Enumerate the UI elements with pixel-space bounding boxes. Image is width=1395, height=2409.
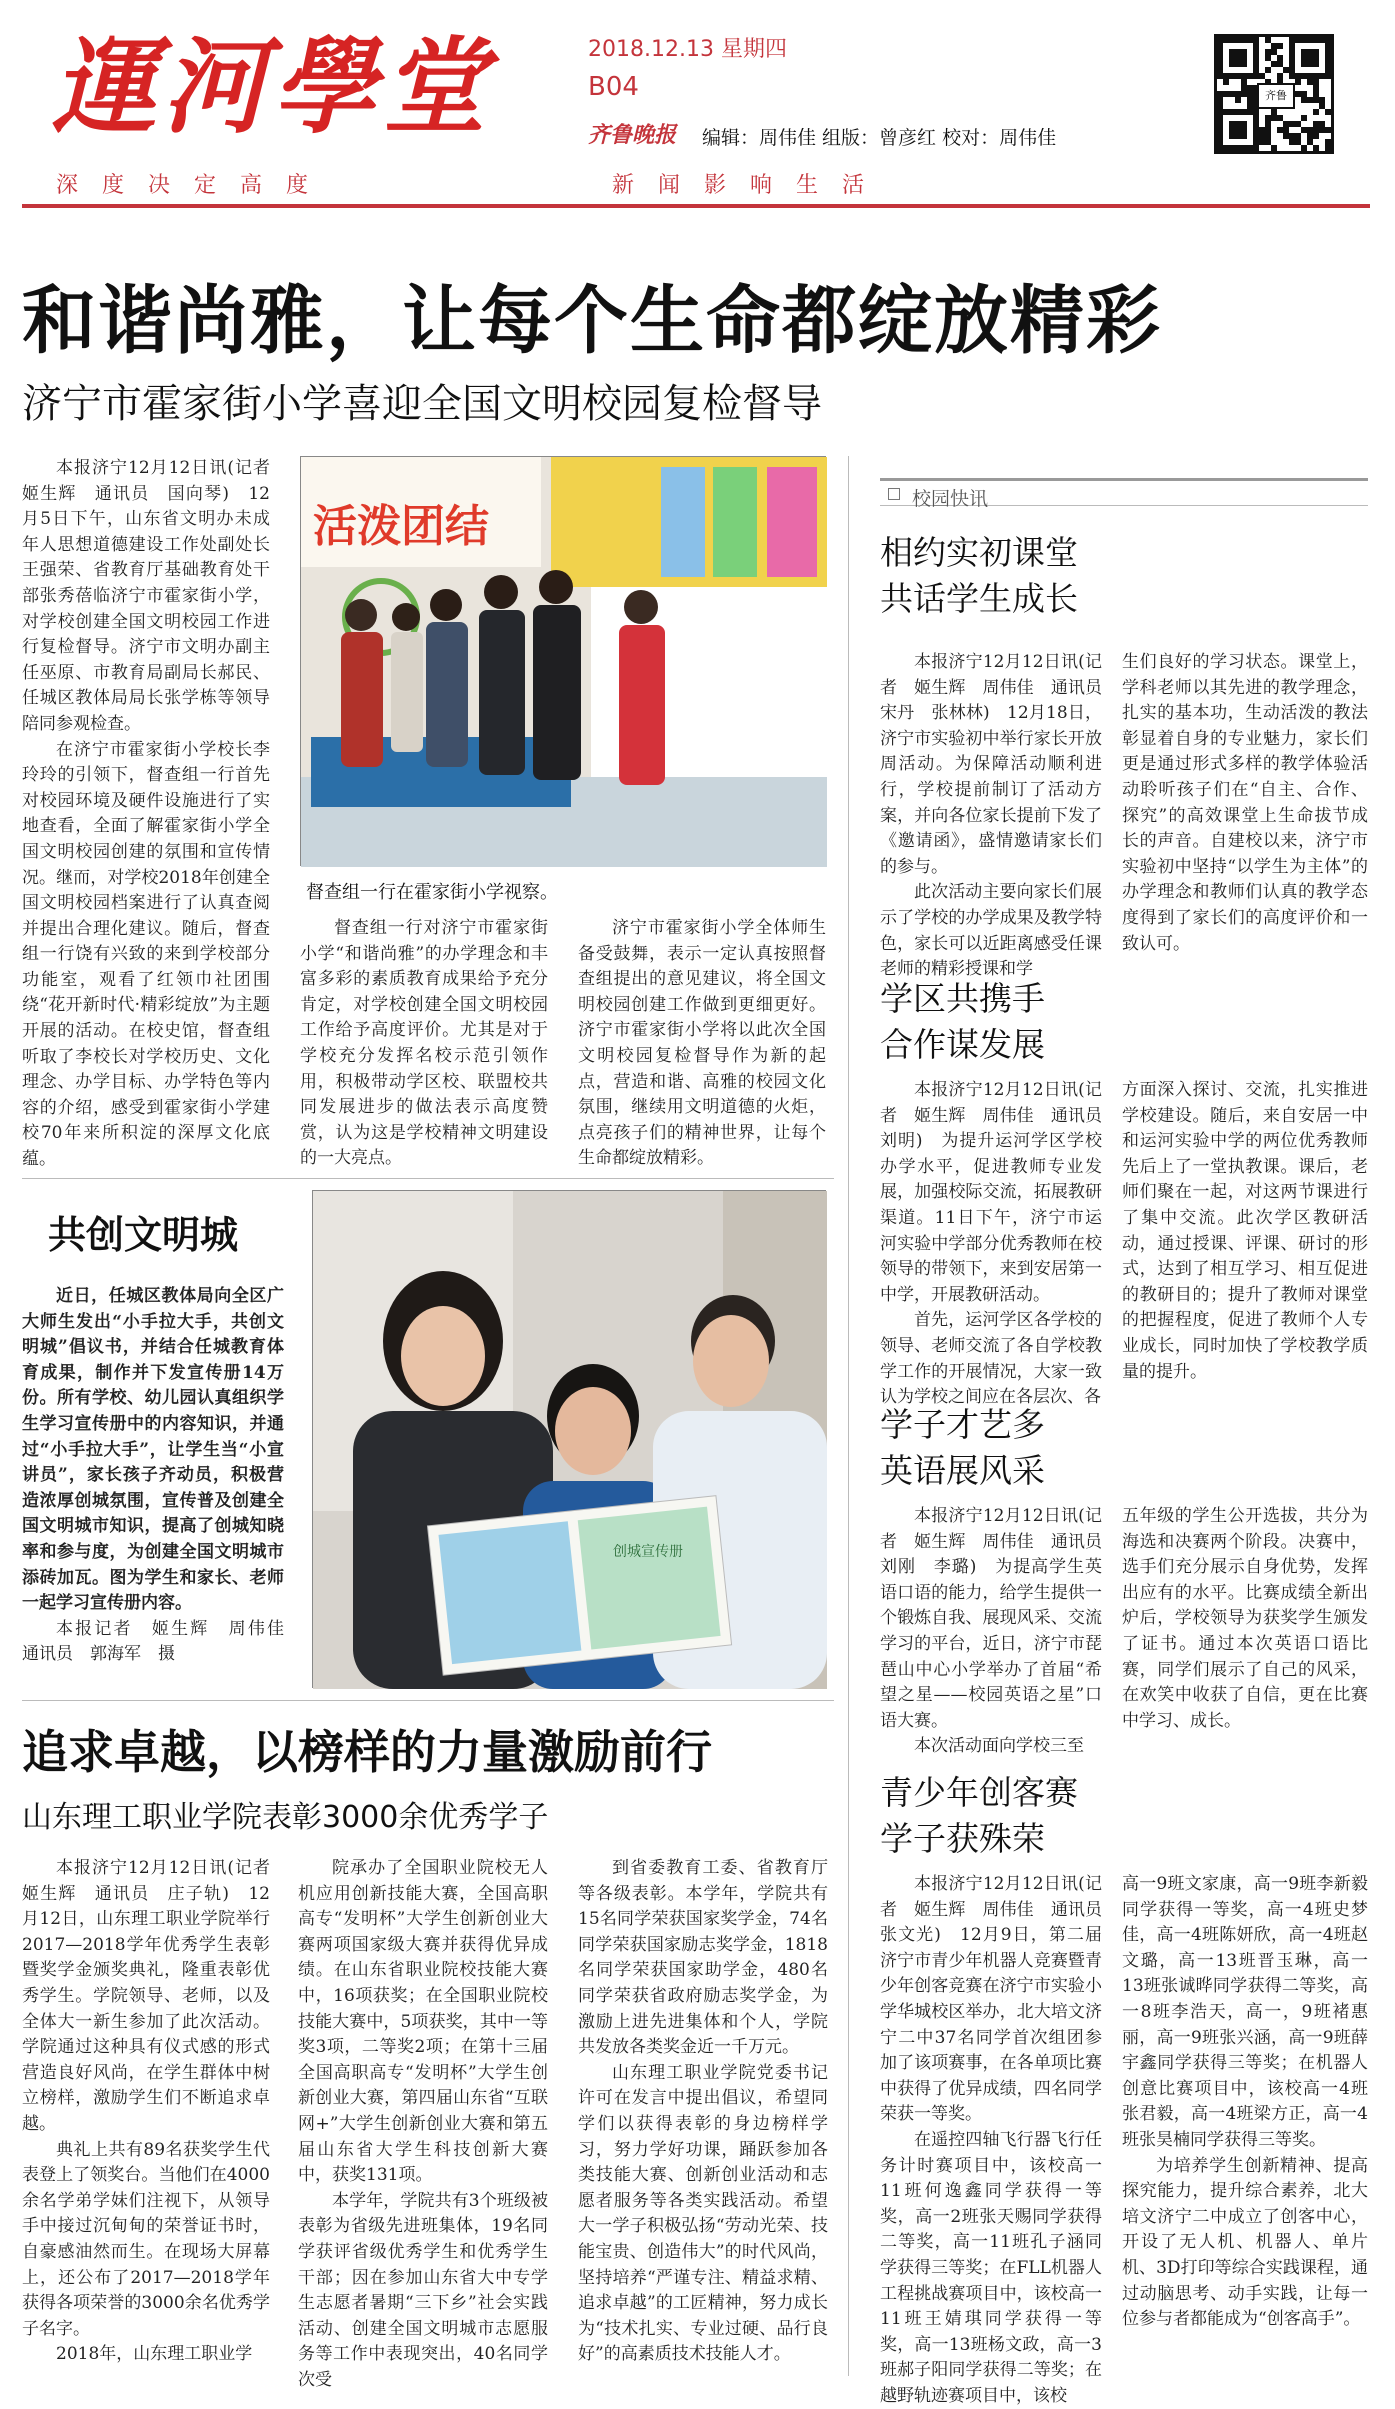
qr-module — [1289, 67, 1295, 73]
qr-module — [1325, 145, 1331, 151]
qr-module — [1241, 145, 1247, 151]
qr-module — [1313, 133, 1319, 139]
headline-line: 学子获殊荣 — [880, 1819, 1045, 1858]
qr-module — [1247, 109, 1253, 115]
newspaper-logo: 齐鲁晚报 — [588, 123, 677, 148]
qr-module — [1217, 91, 1223, 97]
qr-module — [1289, 43, 1295, 49]
qr-module — [1271, 49, 1277, 55]
qr-module — [1295, 133, 1301, 139]
qr-module — [1229, 109, 1235, 115]
qr-module — [1217, 67, 1223, 73]
qr-module — [1235, 109, 1241, 115]
second-paragraph: 本学年，学院共有3个班级被表彰为省级先进班集体，19名同学获评省级优秀学生和优秀学生干部；因在参加山东省大中专学生志愿者暑期“三下乡”社会实践活动、创建全国文明城市志愿服务等工作中表现突出，40名同学次受 — [298, 2190, 548, 2390]
qr-module — [1241, 127, 1247, 133]
qr-module — [1289, 139, 1295, 145]
lead-column-2 — [300, 916, 548, 1176]
qr-module — [1253, 115, 1259, 121]
qr-module — [1235, 61, 1241, 67]
qr-module — [1217, 133, 1223, 139]
qr-module — [1325, 61, 1331, 67]
headline-line: 学区共携手 — [880, 979, 1045, 1018]
qr-module — [1253, 49, 1259, 55]
qr-module — [1289, 61, 1295, 67]
qr-module — [1259, 127, 1265, 133]
page-number: B04 — [588, 72, 639, 102]
family-photo — [312, 1190, 826, 1688]
qr-module — [1271, 43, 1277, 49]
qr-module — [1313, 85, 1319, 91]
editor-credits: 编辑：周伟佳 组版：曾彦红 校对：周伟佳 — [702, 127, 1057, 149]
qr-module — [1307, 61, 1313, 67]
news-2-left — [880, 1078, 1119, 1408]
qr-module — [1259, 139, 1265, 145]
lead-paragraph: 本报济宁12月12日讯(记者 姬生辉 通讯员 国向琴) 12月5日下午，山东省文明办未成年人思想道德建设工作处副处长王强荣、省教育厅基础教育处干部张秀蓓临济宁市霍家街小学，对学校创建全国文明校园工作进行复检督导。济宁市文明办副主任巫原、市教育局副局长郝民、任城区教体局局长张学栋等领导陪同参观检查。 — [22, 458, 287, 734]
qr-module — [1235, 145, 1241, 151]
news-1-left — [880, 650, 1119, 980]
section-tag-label: 校园快讯 — [912, 488, 989, 510]
qr-module — [1259, 133, 1265, 139]
news-paragraph: 此次活动主要向家长们展示了学校的办学成果及教学特色，家长可以近距离感受任课老师的精彩授课和学 — [880, 882, 1102, 980]
masthead-logo: 運河學堂 — [52, 25, 493, 148]
news-4-right — [1122, 1872, 1368, 2376]
news-paragraph: 本报济宁12月12日讯(记者 姬生辉 周伟佳 通讯员 宋丹 张林林) 12月18日，济宁市实验初中举行家长开放周活动。为保障活动顺利进行，学校提前制订了活动方案，并向各位家长提前下发了《邀请函》，盛情邀请家长们的参与。 — [880, 652, 1119, 877]
qr-module — [1313, 109, 1319, 115]
second-paragraph: 山东理工职业学院党委书记许可在发言中提出倡议，希望同学们以获得表彰的身边榜样学习，努力学好功课，踊跃参加各类技能大赛、创新创业活动和志愿者服务等各类实践活动。希望大一学子积极弘扬“劳动光荣、技能宝贵、创造伟大”的时代风尚，坚持培养“严谨专注、精益求精、追求卓越”的工匠精神，努力成长为“技术扎实、专业过硬、品行良好”的高素质技术技能人才。 — [578, 2062, 828, 2365]
second-column-1 — [22, 1856, 287, 2376]
qr-module — [1217, 97, 1223, 103]
second-paragraph: 2018年，山东理工职业学 — [56, 2344, 253, 2365]
qr-module — [1253, 127, 1259, 133]
qr-module — [1277, 73, 1283, 79]
qr-module — [1241, 79, 1247, 85]
news-paragraph: 本报济宁12月12日讯(记者 姬生辉 周伟佳 通讯员 刘明) 为提升运河学区学校办学水平，促进教师专业发展，加强校际交流，拓展教研渠道。11日下午，济宁市运河实验中学部分优秀教师在校领导的带领下，来到安居第一中学，开展教研活动。 — [880, 1080, 1119, 1305]
qr-module — [1307, 139, 1313, 145]
qr-module — [1265, 121, 1271, 127]
qr-module — [1241, 55, 1247, 61]
qr-module — [1301, 97, 1307, 103]
qr-module — [1265, 139, 1271, 145]
qr-module — [1265, 133, 1271, 139]
qr-module — [1295, 79, 1301, 85]
qr-module — [1295, 121, 1301, 127]
qr-module — [1217, 103, 1223, 109]
qr-module — [1313, 79, 1319, 85]
qr-module — [1319, 121, 1325, 127]
qr-module — [1253, 37, 1259, 43]
qr-module — [1241, 109, 1247, 115]
qr-module — [1313, 127, 1319, 133]
qr-module — [1241, 91, 1247, 97]
lead-headline: 和谐尚雅，让每个生命都绽放精彩 — [22, 278, 1162, 364]
qr-module — [1247, 85, 1253, 91]
news-headline-2 — [880, 976, 1045, 1068]
civil-paragraph: 近日，任城区教体局向全区广大师生发出“小手拉大手，共创文明城”倡议书，并结合任城教育体育成果，制作并下发宣传册14万份。所有学校、幼儿园认真组织学生学习宣传册中的内容知识，并通过“小手拉大手”，让学生当“小宣讲员”，家长孩子齐动员，积极营造浓厚创城氛围，宣传普及创建全国文明城市知识，提高了创城知晓率和参与度，为创建全国文明城市添砖加瓦。图为学生和家长、老师一起学习宣传册内容。 — [22, 1286, 284, 1614]
qr-module — [1235, 127, 1241, 133]
qr-module — [1319, 103, 1325, 109]
second-column-2 — [298, 1856, 548, 2390]
qr-module — [1253, 55, 1259, 61]
qr-module — [1325, 55, 1331, 61]
second-paragraph: 到省委教育工委、省教育厅等各级表彰。本学年，学院共有15名同学荣获国家奖学金，74名同学荣获国家励志奖学金，1818名同学荣获国家助学金，480名同学荣获省政府励志奖学金，为激励上进先进集体和个人，学院共发放各类奖金近一千万元。 — [578, 1858, 828, 2058]
qr-module — [1325, 73, 1331, 79]
qr-module — [1301, 91, 1307, 97]
qr-module — [1253, 61, 1259, 67]
qr-module — [1319, 127, 1325, 133]
civil-column — [22, 1284, 301, 1684]
qr-module — [1223, 145, 1229, 151]
qr-module — [1307, 37, 1313, 43]
qr-module — [1229, 91, 1235, 97]
news-paragraph: 五年级的学生公开选拔，共分为海选和决赛两个阶段。决赛中，选手们充分展示自身优势，发挥出应有的水平。比赛成绩全新出炉后，学校领导为获奖学生颁发了证书。通过本次英语口语比赛，同学们展示了自己的风采，在欢笑中收获了自信，更在比赛中学习、成长。 — [1122, 1506, 1368, 1731]
qr-module — [1271, 145, 1277, 151]
qr-module — [1229, 49, 1235, 55]
qr-module — [1307, 55, 1313, 61]
qr-module — [1301, 55, 1307, 61]
qr-module — [1217, 37, 1223, 43]
qr-module — [1235, 91, 1241, 97]
inspection-photo — [300, 456, 826, 866]
news-paragraph: 本报济宁12月12日讯(记者 姬生辉 周伟佳 通讯员 张文光) 12月9日，第二届济宁市青少年机器人竞赛暨青少年创客竞赛在济宁市实验小学华城校区举办，北大培文济宁二中37名同学首次组团参加了该项赛事，在各单项比赛中获得了优异成绩，四名同学荣获一等奖。 — [880, 1874, 1119, 2125]
lead-column-1 — [22, 456, 287, 1170]
qr-module — [1229, 127, 1235, 133]
qr-module — [1325, 109, 1331, 115]
qr-module — [1265, 49, 1271, 55]
section-tag — [880, 478, 1368, 510]
qr-module — [1253, 121, 1259, 127]
qr-module — [1307, 79, 1313, 85]
qr-module — [1313, 97, 1319, 103]
qr-module — [1325, 67, 1331, 73]
qr-module — [1289, 73, 1295, 79]
qr-module — [1307, 133, 1313, 139]
qr-module — [1301, 73, 1307, 79]
qr-module — [1235, 73, 1241, 79]
qr-module — [1313, 49, 1319, 55]
second-paragraph: 院承办了全国职业院校无人机应用创新技能大赛，全国高职高专“发明杯”大学生创新创业大赛两项国家级大赛并获得优异成绩。在山东省职业院校技能大赛中，16项获奖；在全国职业院校技能大赛中，5项获奖，其中一等奖3项，二等奖2项；在第十三届全国高职高专“发明杯”大学生创新创业大赛，第四届山东省“互联网+”大学生创新创业大赛和第五届山东省大学生科技创新大赛中，获奖131项。 — [298, 1858, 548, 2186]
qr-module — [1277, 55, 1283, 61]
qr-module — [1265, 127, 1271, 133]
headline-line: 青少年创客赛 — [880, 1773, 1078, 1812]
qr-module — [1235, 121, 1241, 127]
second-subheadline: 山东理工职业学院表彰3000余优秀学子 — [22, 1800, 549, 1835]
news-paragraph: 首先，运河学区各学校的领导、老师交流了各自学校教学工作的开展情况，大家一致认为学校之间应在各层次、各 — [880, 1310, 1102, 1408]
civil-headline: 共创文明城 — [48, 1212, 239, 1257]
qr-module — [1241, 133, 1247, 139]
qr-module — [1307, 73, 1313, 79]
qr-module — [1295, 37, 1301, 43]
second-headline: 追求卓越，以榜样的力量激励前行 — [22, 1725, 712, 1779]
news-2-right — [1122, 1078, 1368, 1382]
news-headline-4 — [880, 1770, 1078, 1862]
qr-module — [1295, 73, 1301, 79]
qr-module — [1247, 145, 1253, 151]
qr-module — [1301, 127, 1307, 133]
qr-module — [1235, 97, 1241, 103]
news-1-right — [1122, 650, 1368, 954]
qr-module — [1307, 127, 1313, 133]
news-paragraph: 本报济宁12月12日讯(记者 姬生辉 周伟佳 通讯员 刘刚 李璐) 为提高学生英语口语的能力，给学生提供一个锻炼自我、展现风采、交流学习的平台，近日，济宁市琵琶山中心小学举办了首届“希望之星——校园英语之星”口语大赛。 — [880, 1506, 1119, 1731]
booklet-title: 创城宣传册 — [613, 1544, 683, 1560]
qr-module — [1277, 43, 1283, 49]
qr-module — [1229, 73, 1235, 79]
qr-module — [1217, 49, 1223, 55]
qr-module — [1217, 127, 1223, 133]
qr-module — [1229, 37, 1235, 43]
qr-module — [1247, 103, 1253, 109]
qr-module — [1241, 37, 1247, 43]
photo-caption: 督查组一行在霍家街小学视察。 — [306, 882, 558, 903]
qr-module — [1229, 133, 1235, 139]
headline-line: 相约实初课堂 — [880, 533, 1078, 572]
slogan-left: 深度决定高度 — [56, 173, 333, 198]
qr-module — [1319, 37, 1325, 43]
news-headline-3 — [880, 1402, 1045, 1494]
qr-module — [1223, 37, 1229, 43]
qr-module — [1241, 73, 1247, 79]
qr-module — [1235, 133, 1241, 139]
qr-module — [1313, 121, 1319, 127]
second-column-3 — [578, 1856, 828, 2376]
news-paragraph: 方面深入探讨、交流，扎实推进学校建设。随后，来自安居一中和运河实验中学的两位优秀教师先后上了一堂执教课。课后，老师们聚在一起，对这两节课进行了集中交流。此次学区教研活动，通过授课、评课、研讨的形式，达到了相互学习、相互促进的教研目的；提升了教师对课堂的把握程度，促进了教师个人专业成长，同时加快了学校教学质量的提升。 — [1122, 1080, 1368, 1382]
qr-module — [1217, 145, 1223, 151]
qr-module — [1241, 49, 1247, 55]
qr-module — [1289, 121, 1295, 127]
qr-module — [1283, 127, 1289, 133]
news-headline-1 — [880, 530, 1078, 622]
qr-module — [1229, 61, 1235, 67]
qr-module — [1229, 145, 1235, 151]
news-3-left — [880, 1504, 1119, 1757]
qr-module — [1301, 115, 1307, 121]
headline-line: 合作谋发展 — [880, 1025, 1045, 1064]
qr-module — [1235, 55, 1241, 61]
qr-module — [1253, 73, 1259, 79]
qr-module — [1235, 37, 1241, 43]
qr-module — [1217, 55, 1223, 61]
headline-line: 共话学生成长 — [880, 579, 1078, 618]
qr-module — [1265, 67, 1271, 73]
qr-module — [1217, 109, 1223, 115]
qr-module — [1313, 145, 1319, 151]
qr-module — [1217, 73, 1223, 79]
headline-line: 英语展风采 — [880, 1451, 1045, 1490]
qr-module — [1313, 91, 1319, 97]
news-paragraph: 高一9班文家康，高一9班李新毅同学获得一等奖，高一4班史梦佳，高一4班陈妍欣，高一4班赵文璐，高一13班晋玉琳，高一13班张诚晔同学获得二等奖，高一8班李浩天，高一，9班褚惠丽，高一9班张兴涵，高一9班薛宇鑫同学获得三等奖；在机器人创意比赛项目中，该校高一4班张君毅，高一4班梁方正，高一4班张昊楠同学获得三等奖。 — [1122, 1874, 1368, 2150]
qr-module — [1325, 43, 1331, 49]
qr-module — [1313, 55, 1319, 61]
qr-module — [1325, 37, 1331, 43]
qr-module — [1289, 37, 1295, 43]
qr-module — [1271, 61, 1277, 67]
qr-module — [1301, 61, 1307, 67]
qr-module — [1295, 91, 1301, 97]
qr-module — [1217, 139, 1223, 145]
qr-module — [1265, 115, 1271, 121]
news-3-right — [1122, 1504, 1368, 1734]
qr-module — [1253, 139, 1259, 145]
civil-byline: 本报记者 姬生辉 周伟佳 通讯员 郭海军 摄 — [22, 1618, 301, 1665]
qr-module — [1289, 55, 1295, 61]
qr-module — [1313, 61, 1319, 67]
qr-module — [1253, 43, 1259, 49]
header-rule — [22, 204, 1370, 208]
qr-module — [1235, 49, 1241, 55]
photo-banner: 活泼团结 — [313, 501, 489, 552]
qr-module — [1313, 37, 1319, 43]
lead-subheadline: 济宁市霍家街小学喜迎全国文明校园复检督导 — [22, 381, 822, 427]
qr-module — [1247, 91, 1253, 97]
lead-paragraph: 济宁市霍家街小学全体师生备受鼓舞，表示一定认真按照督查组提出的意见建议，将全国文明校园创建工作做到更细更好。济宁市霍家街小学将以此次全国文明校园复检督导作为新的起点，营造和谐、高雅的校园文化氛围，继续用文明道德的火炬，点亮孩子们的精神世界，让每个生命都绽放精彩。 — [578, 918, 826, 1169]
qr-module — [1265, 55, 1271, 61]
qr-badge: 齐鲁 — [1257, 83, 1295, 109]
news-paragraph: 本次活动面向学校三至 — [914, 1736, 1084, 1757]
qr-module — [1307, 49, 1313, 55]
qr-module — [1277, 115, 1283, 121]
qr-module — [1289, 133, 1295, 139]
qr-module — [1259, 73, 1265, 79]
qr-module — [1277, 127, 1283, 133]
qr-module — [1217, 115, 1223, 121]
qr-module — [1241, 121, 1247, 127]
qr-module — [1217, 121, 1223, 127]
square-icon — [888, 488, 900, 500]
qr-module — [1307, 97, 1313, 103]
qr-module — [1229, 55, 1235, 61]
qr-module — [1217, 43, 1223, 49]
qr-module — [1325, 139, 1331, 145]
qr-module — [1325, 127, 1331, 133]
qr-module — [1289, 49, 1295, 55]
qr-module — [1283, 121, 1289, 127]
qr-module — [1223, 79, 1229, 85]
qr-module — [1253, 145, 1259, 151]
qr-module — [1229, 121, 1235, 127]
news-paragraph: 生们良好的学习状态。课堂上，学科老师以其先进的教学理念，扎实的基本功，生动活泼的教法彰显着自身的专业魅力，家长们更是通过形式多样的教学体验活动聆听孩子们在“自主、合作、探究”的高效课堂上生命拔节成长的声音。自建校以来，济宁市实验初中坚持“以学生为主体”的办学理念和教师们认真的教学态度得到了家长们的高度评价和一致认可。 — [1122, 652, 1368, 954]
qr-module — [1253, 109, 1259, 115]
second-paragraph: 典礼上共有89名获奖学生代表登上了领奖台。当他们在4000余名学弟学妹们注视下，从领导手中接过沉甸甸的荣誉证书时，自豪感油然而生。在现场大屏幕上，还公布了2017—2018学年获得各项荣誉的3000余名优秀学子名字。 — [22, 2139, 270, 2339]
qr-module — [1223, 73, 1229, 79]
qr-module — [1277, 61, 1283, 67]
qr-module — [1283, 67, 1289, 73]
slogan-right: 新闻影响生活 — [612, 173, 889, 198]
qr-module — [1265, 37, 1271, 43]
qr-module — [1295, 139, 1301, 145]
qr-module — [1247, 37, 1253, 43]
qr-module — [1253, 133, 1259, 139]
qr-module — [1241, 61, 1247, 67]
news-paragraph: 为培养学生创新精神、提高探究能力，提升综合素养，北大培文济宁二中成立了创客中心，开设了无人机、机器人、单片机、3D打印等综合实践课程，通过动脑思考、动手实践，让每一位参与者都能成为“创客高手”。 — [1122, 2155, 1368, 2330]
lead-paragraph: 在济宁市霍家街小学校长李玲玲的引领下，督查组一行首先对校园环境及硬件设施进行了实地查看，全面了解霍家街小学全国文明校园创建的氛围和宣传情况。继而，对学校2018年创建全国文明校园档案进行了认真查阅并提出合理化建议。随后，督查组一行饶有兴致的来到学校部分功能室，观看了红领巾社团围绕“花开新时代·精彩绽放”为主题开展的活动。在校史馆，督查组听取了李校长对学校历史、文化理念、办学目标、办学特色等内容的介绍，感受到霍家街小学建校70年来所积淀的深厚文化底蕴。 — [22, 739, 270, 1170]
qr-module — [1247, 73, 1253, 79]
qr-module — [1223, 91, 1229, 97]
second-paragraph: 本报济宁12月12日讯(记者 姬生辉 通讯员 庄子轨) 12月12日，山东理工职业学院举行2017—2018学年优秀学生表彰暨奖学金颁奖典礼，隆重表彰优秀学生。学院领导、老师，以及全体大一新生参加了此次活动。学院通过这种具有仪式感的形式营造良好风尚，在学生群体中树立榜样，激励学生们不断追求卓越。 — [22, 1858, 287, 2134]
news-4-left — [880, 1872, 1119, 2406]
qr-module — [1301, 37, 1307, 43]
news-paragraph: 在遥控四轴飞行器飞行任务计时赛项目中，该校高一11班何逸鑫同学获得一等奖，高一2班张天赐同学获得二等奖，高一11班孔子涵同学获得三等奖；在FLL机器人工程挑战赛项目中，该校高一11班王婧琪同学获得一等奖，高一13班杨文政，高一3班郝子阳同学获得二等奖；在越野轨迹赛项目中，该校 — [880, 2129, 1102, 2406]
qr-module — [1301, 145, 1307, 151]
qr-module — [1253, 67, 1259, 73]
qr-module — [1247, 97, 1253, 103]
qr-module — [1271, 109, 1277, 115]
qr-module — [1241, 85, 1247, 91]
lead-paragraph: 督查组一行对济宁市霍家街小学“和谐尚雅”的办学理念和丰富多彩的素质教育成果给予充分肯定，对学校创建全国文明校园工作给予高度评价。尤其是对于学校充分发挥名校示范引领作用，积极带动学区校、联盟校共同发展进步的做法表示高度赞赏，认为这是学校精神文明建设的一大亮点。 — [300, 918, 548, 1169]
qr-module — [1301, 49, 1307, 55]
qr-code — [1214, 34, 1334, 154]
qr-module — [1319, 97, 1325, 103]
qr-module — [1283, 133, 1289, 139]
qr-module — [1319, 73, 1325, 79]
qr-module — [1217, 61, 1223, 67]
column-divider — [848, 456, 849, 2376]
qr-module — [1313, 73, 1319, 79]
headline-line: 学子才艺多 — [880, 1405, 1045, 1444]
divider — [22, 1700, 834, 1701]
qr-module — [1271, 115, 1277, 121]
issue-date: 2018.12.13 星期四 — [588, 37, 787, 62]
qr-module — [1223, 109, 1229, 115]
divider — [22, 1178, 834, 1179]
qr-module — [1325, 49, 1331, 55]
lead-column-3 — [578, 916, 826, 1176]
